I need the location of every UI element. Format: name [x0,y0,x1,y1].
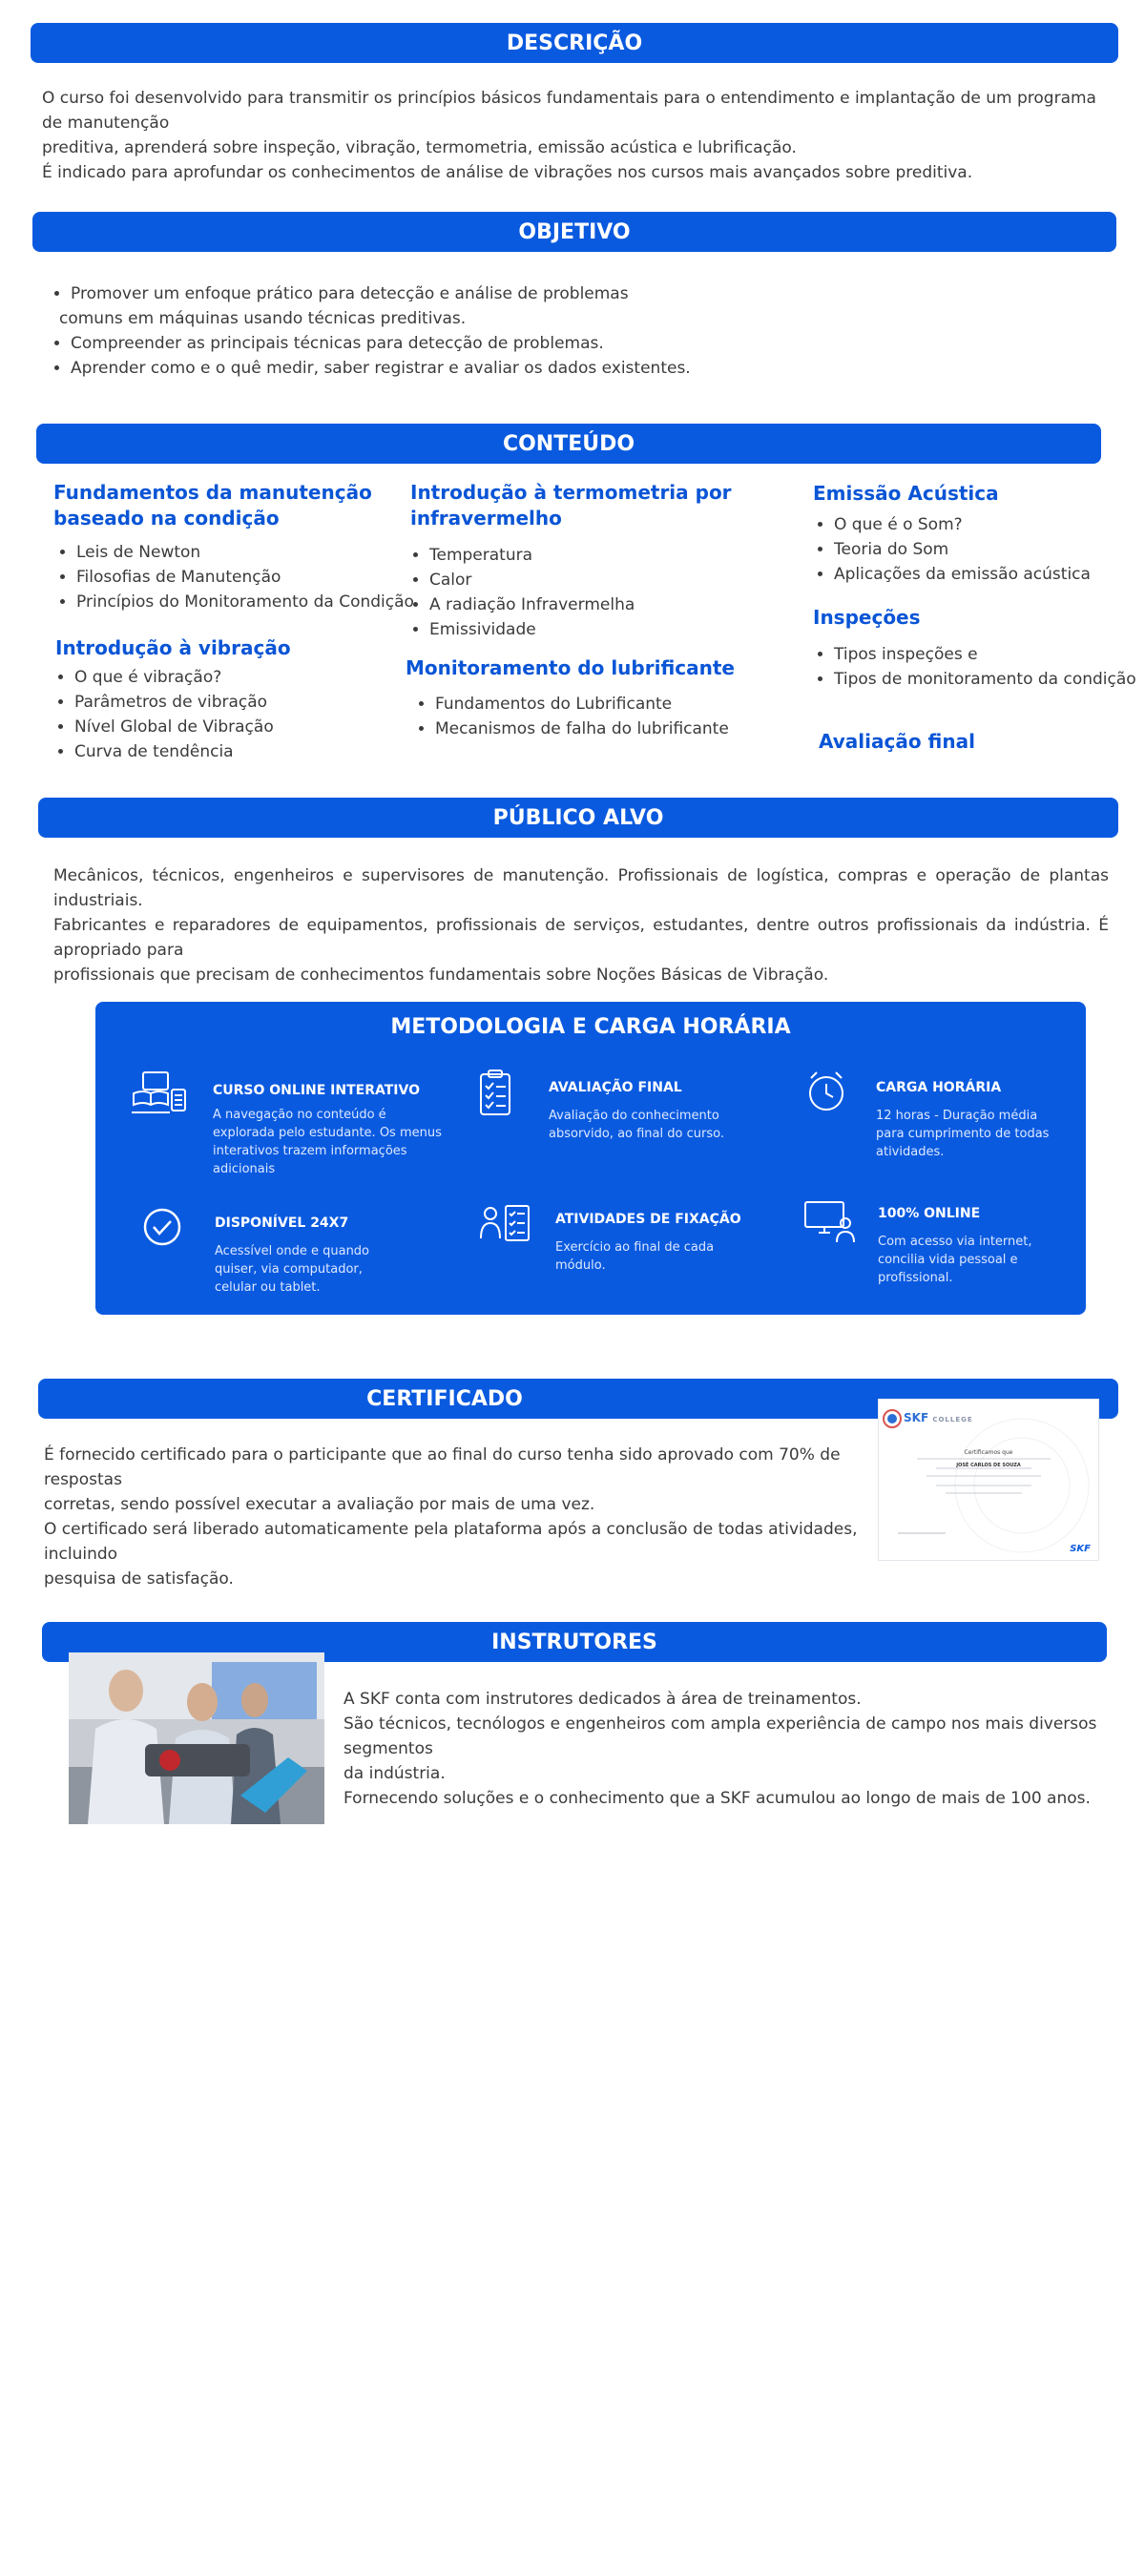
list-item: • Calor [429,568,773,592]
content-heading-fundamentos: Fundamentos da manutenção baseado na condição [53,481,372,530]
list-item: • Leis de Newton [76,540,420,565]
list-item: • Emissividade [429,617,773,642]
certificate-image [878,1399,1099,1561]
list-item: • Teoria do Som [834,537,1139,562]
list-item: • Parâmetros de vibração [74,690,418,715]
certificado-paragraph-2: O certificado será liberado automaticamente pela plataforma após a conclusão de todas atividades, incluindo pesquisa de satisfação. [44,1520,858,1589]
content-heading-avaliacao-final: Avaliação final [819,730,975,753]
metodologia-item-text: A navegação no conteúdo é explorada pelo estudante. Os menus interativos trazem informações adicionais [213,1108,442,1176]
metodologia-item-title: AVALIAÇÃO FINAL [549,1080,682,1095]
section-title: PÚBLICO ALVO [492,805,664,830]
alarm-clock-icon [802,1069,859,1118]
vibracao-list [53,665,418,764]
inspecoes-list [813,642,1145,692]
list-item: • A radiação Infravermelha [429,592,773,617]
content-heading-vibracao: Introdução à vibração [55,636,291,659]
content-heading-lubrificante: Monitoramento do lubrificante [406,656,735,679]
content-heading-inspecoes: Inspeções [813,606,921,629]
list-item: • Compreender as principais técnicas para detecção de problemas. [71,331,929,356]
descricao-paragraph-1: O curso foi desenvolvido para transmitir os princípios básicos fundamentais para o entendimento e implantação de um programa de manutenção preditiva, aprenderá sobre inspeção, vibração, termometria, emissão acústica e lubrificação. [42,89,1096,157]
certificate-logo: SKF COLLEGE [904,1411,973,1424]
check-circle-icon [139,1204,197,1254]
list-item: • Curva de tendência [74,739,418,764]
objetivo-list [50,281,929,381]
section-title: CERTIFICADO [366,1386,523,1411]
list-item: • Promover um enfoque prático para detecção e análise de problemas comuns em máquinas usando técnicas preditivas. [71,281,929,331]
list-item: • Temperatura [429,543,773,568]
list-item: • Princípios do Monitoramento da Condição [76,590,420,614]
metodologia-item-text: Avaliação do conhecimento absorvido, ao final do curso. [549,1109,724,1141]
metodologia-item-title: CURSO ONLINE INTERATIVO [213,1083,420,1098]
emissao-list [813,512,1139,587]
descricao-paragraph-2: É indicado para aprofundar os conhecimentos de análise de vibrações nos cursos mais avançados sobre preditiva. [42,163,973,182]
metodologia-item-text: Acessível onde e quando quiser, via computador, celular ou tablet. [215,1244,370,1295]
list-item: • O que é o Som? [834,512,1139,537]
instrutores-paragraph-2: Fornecendo soluções e o conhecimento que a SKF acumulou ao longo de mais de 100 anos. [344,1789,1091,1808]
list-item: • Filosofias de Manutenção [76,565,420,590]
lubrificante-list [414,692,798,741]
section-header-objetivo [32,212,1116,252]
list-item: • Fundamentos do Lubrificante [435,692,798,717]
metodologia-item-title: CARGA HORÁRIA [876,1080,1002,1095]
metodologia-panel [95,1002,1086,1315]
content-heading-termometria: Introdução à termometria por infravermelho [410,481,732,530]
metodologia-item-text: 12 horas - Duração média para cumprimento de todas atividades. [876,1109,1050,1159]
fundamentos-list [55,540,420,614]
section-title: CONTEÚDO [502,431,635,456]
metodologia-item-title: 100% ONLINE [878,1206,981,1221]
instrutores-paragraph-1: A SKF conta com instrutores dedicados à área de treinamentos. São técnicos, tecnólogos e engenheiros com ampla experiência de campo nos mais diversos segmentos da indústria. [344,1690,1097,1783]
instructors-illustration [69,1652,324,1824]
section-title: INSTRUTORES [491,1630,657,1654]
metodologia-item-title: DISPONÍVEL 24X7 [215,1215,349,1231]
list-item: • O que é vibração? [74,665,418,690]
section-title: OBJETIVO [518,219,631,244]
list-item: • Aprender como e o quê medir, saber registrar e avaliar os dados existentes. [71,356,929,381]
certificado-paragraph-1: É fornecido certificado para o participante que ao final do curso tenha sido aprovado com 70% de respostas corretas, sendo possível executar a avaliação por mais de uma vez. [44,1445,841,1514]
list-item: • Nível Global de Vibração [74,715,418,739]
section-header-descricao [31,23,1118,63]
instructors-photo [69,1652,324,1824]
certificate-name: JOSÉ CARLOS DE SOUZA [956,1463,1021,1468]
metodologia-item-text: Com acesso via internet, concilia vida pessoal e profissional. [878,1235,1032,1285]
content-heading-emissao: Emissão Acústica [813,482,999,505]
section-header-publico-alvo [38,798,1118,838]
metodologia-item-text: Exercício ao final de cada módulo. [555,1240,715,1273]
termometria-list [408,543,773,642]
person-checklist-icon [479,1200,536,1250]
certificate-heading: Certificamos que [964,1449,1013,1456]
metodologia-title: METODOLOGIA E CARGA HORÁRIA [390,1015,791,1039]
section-header-conteudo [36,424,1101,464]
checklist-clipboard-icon [469,1069,527,1118]
list-item: • Tipos de monitoramento da condição [834,667,1145,692]
certificate-brand: SKF [1070,1544,1091,1554]
computer-book-icon [130,1070,187,1120]
list-item: • Aplicações da emissão acústica [834,562,1139,587]
publico-paragraph: Mecânicos, técnicos, engenheiros e supervisores de manutenção. Profissionais de logística, compras e operação de plantas industriais. Fabricantes e reparadores de equipamentos, profissionais de serviços, estudantes, dentre outros profissionais da indústria. É apropriado para profissionais que precisam de conhecimentos fundamentais sobre Noções Básicas de Vibração. [53,866,1109,985]
list-item: • Tipos inspeções e [834,642,1145,667]
online-person-icon [802,1198,859,1248]
section-title: DESCRIÇÃO [506,31,643,55]
metodologia-item-title: ATIVIDADES DE FIXAÇÃO [555,1212,741,1227]
list-item: • Mecanismos de falha do lubrificante [435,717,798,741]
